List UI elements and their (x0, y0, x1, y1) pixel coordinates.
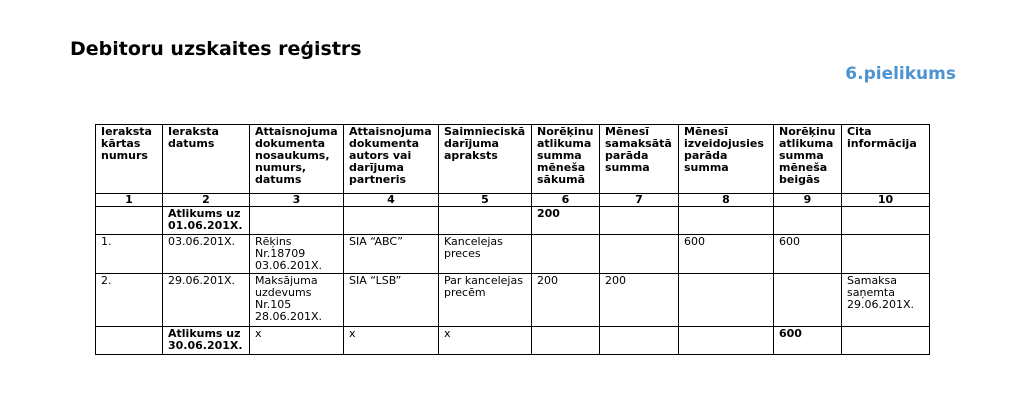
entry-start-balance (532, 235, 600, 274)
closing-balance-label: Atlikums uz 30.06.201X. (163, 327, 250, 355)
column-number: 4 (344, 194, 439, 207)
column-number: 2 (163, 194, 250, 207)
empty-cell (532, 327, 600, 355)
empty-cell (842, 207, 930, 235)
entry-incurred: 600 (679, 235, 774, 274)
empty-cell (250, 207, 344, 235)
entry-partner: SIA “LSB” (344, 274, 439, 327)
closing-partner-mark: x (344, 327, 439, 355)
column-number: 5 (439, 194, 532, 207)
entry-incurred (679, 274, 774, 327)
entry-other-info (842, 235, 930, 274)
column-number: 3 (250, 194, 344, 207)
entry-date: 29.06.201X. (163, 274, 250, 327)
empty-cell (774, 207, 842, 235)
appendix-label: 6.pielikums (845, 64, 956, 84)
header-cell: Cita informācija (842, 125, 930, 194)
column-number: 8 (679, 194, 774, 207)
empty-cell (679, 327, 774, 355)
empty-cell (842, 327, 930, 355)
column-number: 10 (842, 194, 930, 207)
document-title: Debitoru uzskaites reģistrs (70, 38, 362, 60)
empty-cell (96, 327, 163, 355)
closing-end-balance: 600 (774, 327, 842, 355)
entry-end-balance: 600 (774, 235, 842, 274)
entry-number: 1. (96, 235, 163, 274)
entry-end-balance (774, 274, 842, 327)
column-number: 9 (774, 194, 842, 207)
header-cell: Mēnesī samaksātā parāda summa (600, 125, 679, 194)
empty-cell (600, 327, 679, 355)
header-cell: Ieraksta kārtas numurs (96, 125, 163, 194)
entry-document: Rēķins Nr.18709 03.06.201X. (250, 235, 344, 274)
table-header-row (96, 125, 930, 194)
header-cell: Ieraksta datums (163, 125, 250, 194)
entry-date: 03.06.201X. (163, 235, 250, 274)
column-number: 1 (96, 194, 163, 207)
entry-document: Maksājuma uzdevums Nr.105 28.06.201X. (250, 274, 344, 327)
closing-balance-row (96, 327, 930, 355)
empty-cell (679, 207, 774, 235)
closing-document-mark: x (250, 327, 344, 355)
header-cell: Attaisnojuma dokumenta nosaukums, numurs, datums (250, 125, 344, 194)
entry-number: 2. (96, 274, 163, 327)
entry-other-info: Samaksa saņemta 29.06.201X. (842, 274, 930, 327)
opening-start-balance: 200 (532, 207, 600, 235)
entry-partner: SIA “ABC” (344, 235, 439, 274)
closing-description-mark: x (439, 327, 532, 355)
header-cell: Saimnieciskā darījuma apraksts (439, 125, 532, 194)
entry-paid (600, 235, 679, 274)
header-cell: Mēnesī izveidojusies parāda summa (679, 125, 774, 194)
opening-balance-row (96, 207, 930, 235)
column-number: 6 (532, 194, 600, 207)
empty-cell (439, 207, 532, 235)
empty-cell (600, 207, 679, 235)
table-row (96, 274, 930, 327)
column-number: 7 (600, 194, 679, 207)
debtor-register-table (95, 124, 930, 355)
header-cell: Attaisnojuma dokumenta autors vai darījuma partneris (344, 125, 439, 194)
entry-start-balance: 200 (532, 274, 600, 327)
header-cell: Norēķinu atlikuma summa mēneša sākumā (532, 125, 600, 194)
column-number-row (96, 194, 930, 207)
table-row (96, 235, 930, 274)
entry-description: Par kancelejas precēm (439, 274, 532, 327)
empty-cell (344, 207, 439, 235)
entry-description: Kancelejas preces (439, 235, 532, 274)
header-cell: Norēķinu atlikuma summa mēneša beigās (774, 125, 842, 194)
opening-balance-label: Atlikums uz 01.06.201X. (163, 207, 250, 235)
empty-cell (96, 207, 163, 235)
entry-paid: 200 (600, 274, 679, 327)
